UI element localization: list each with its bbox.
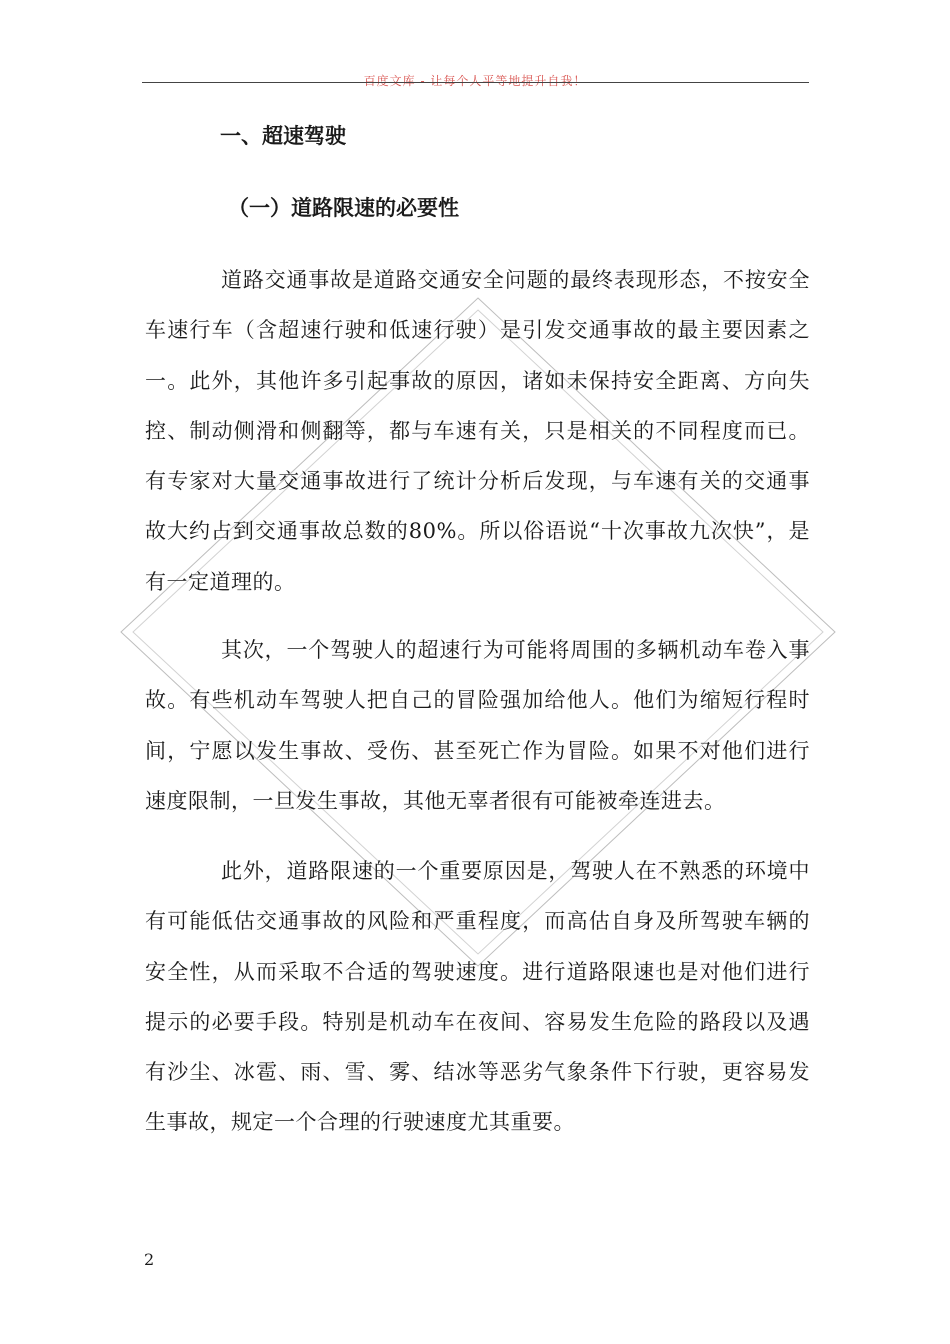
header-divider [142,82,809,83]
section-heading: 一、超速驾驶 [220,123,346,148]
body-paragraph: 道路交通事故是道路交通安全问题的最终表现形态，不按安全车速行车（含超速行驶和低速行驶）是引发交通事故的最主要因素之一。此外，其他许多引起事故的原因，诸如未保持安全距离、方向失控、制动侧滑和侧翻等，都与车速有关，只是相关的不同程度而已。有专家对大量交通事故进行了统计分析后发现，与车速有关的交通事故大约占到交通事故总数的80%。所以俗语说“十次事故九次快”，是有一定道理的。 [145,268,810,594]
body-paragraph: 此外，道路限速的一个重要原因是，驾驶人在不熟悉的环境中有可能低估交通事故的风险和严重程度，而高估自身及所驾驶车辆的安全性，从而采取不合适的驾驶速度。进行道路限速也是对他们进行提示的必要手段。特别是机动车在夜间、容易发生危险的路段以及遇有沙尘、冰雹、雨、雪、雾、结冰等恶劣气象条件下行驶，更容易发生事故，规定一个合理的行驶速度尤其重要。 [145,859,810,1135]
body-paragraph: 其次，一个驾驶人的超速行为可能将周围的多辆机动车卷入事故。有些机动车驾驶人把自己的冒险强加给他人。他们为缩短行程时间，宁愿以发生事故、受伤、甚至死亡作为冒险。如果不对他们进行速度限制，一旦发生事故，其他无辜者很有可能被牵连进去。 [145,638,810,813]
page-number: 2 [144,1250,155,1269]
subsection-heading: （一）道路限速的必要性 [228,195,459,220]
page-header: 百度文库 - 让每个人平等地提升自我！ [363,74,587,88]
